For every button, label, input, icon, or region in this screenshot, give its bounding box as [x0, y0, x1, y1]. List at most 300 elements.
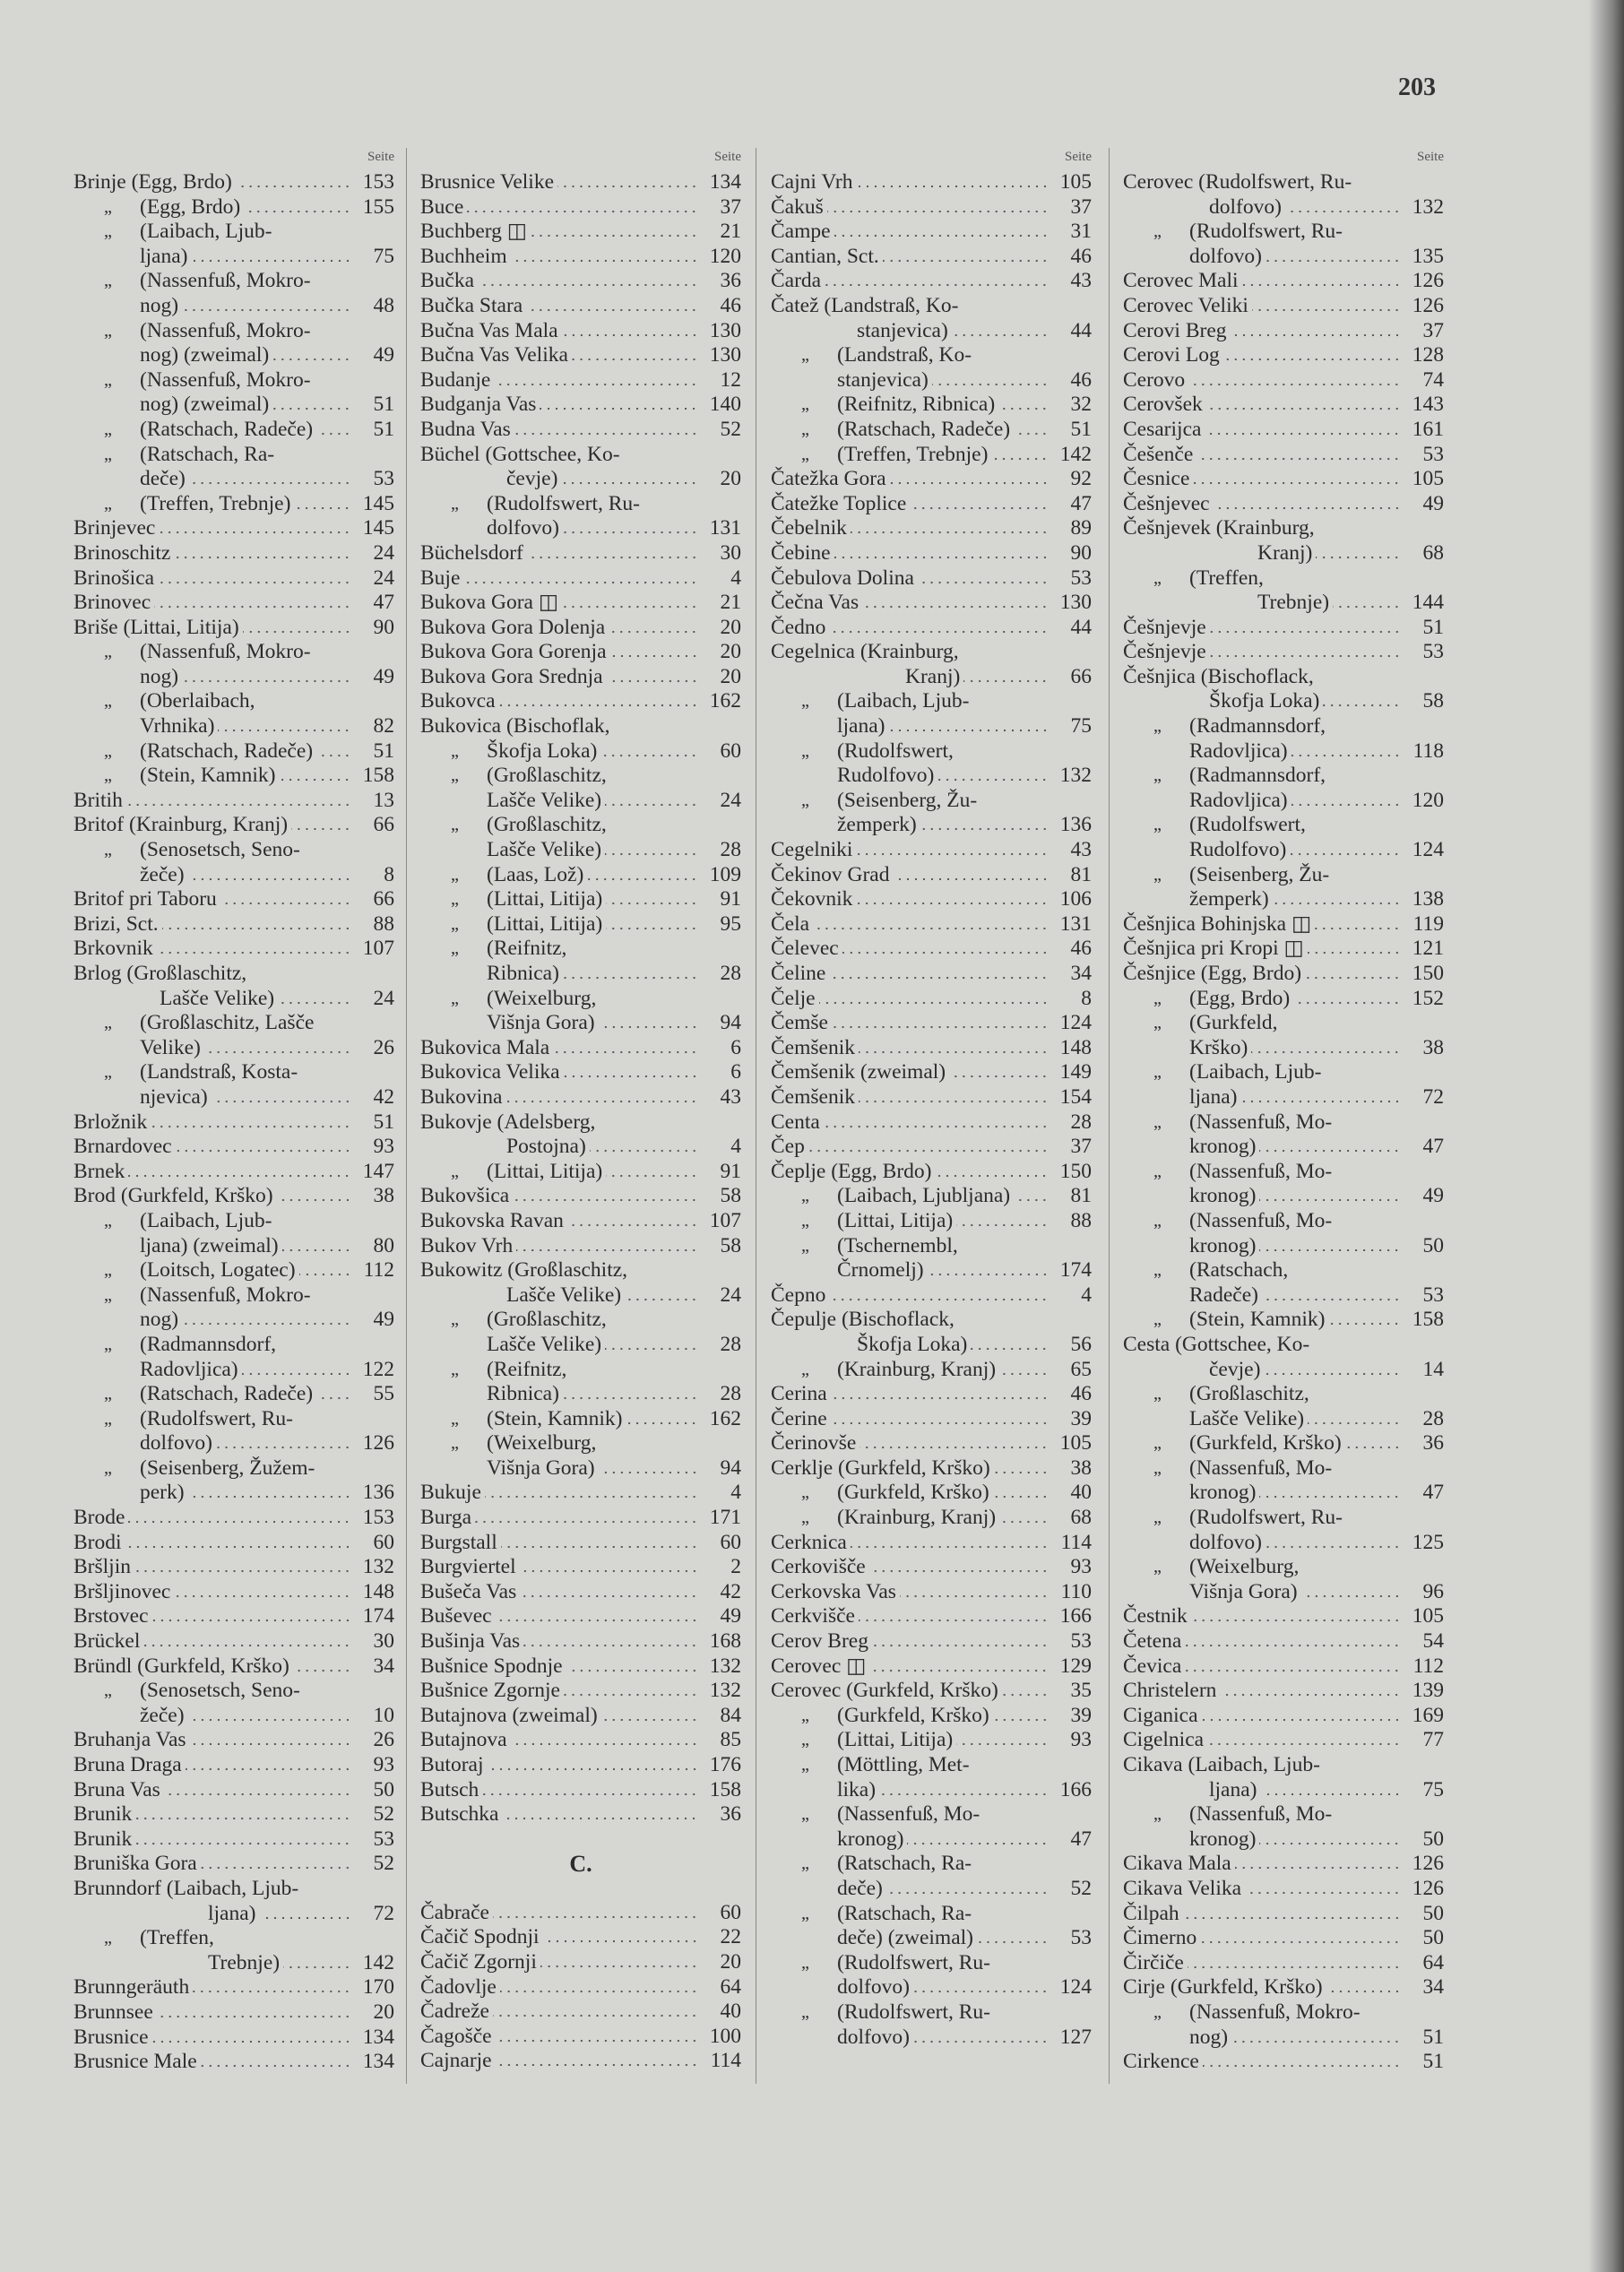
index-entry [420, 1184, 741, 1209]
dot-leader [1324, 1767, 1401, 1771]
page-ref: 51 [1422, 615, 1444, 639]
index-entry [73, 937, 394, 962]
index-entry-continuation [420, 467, 741, 492]
page-ref: 21 [720, 591, 741, 615]
dot-leader [913, 1990, 1049, 1993]
dot-leader [1188, 383, 1401, 386]
page-ref: 20 [720, 1949, 741, 1974]
dot-leader [1355, 185, 1401, 188]
dot-leader [304, 852, 351, 856]
place-name: (Laibach, Ljub- [837, 689, 970, 713]
page-ref: 176 [709, 1753, 741, 1776]
dot-leader [1259, 1198, 1401, 1202]
place-name: kronog) [1189, 1481, 1257, 1505]
place-name: Burga [420, 1506, 472, 1530]
page-ref: 136 [362, 1481, 394, 1505]
place-name: dolfovo) [1189, 1530, 1262, 1554]
dot-leader [827, 210, 1049, 213]
index-entry [73, 1555, 394, 1580]
dot-leader [151, 1125, 351, 1128]
index-entry [1123, 912, 1444, 937]
ditto-mark: „ [801, 1359, 809, 1379]
index-entry-continuation [771, 1877, 1092, 1902]
page-ref: 34 [1422, 1975, 1444, 2000]
dot-leader [174, 556, 351, 559]
place-name: Bruna Vas [73, 1777, 160, 1801]
page-ref: 121 [1412, 937, 1444, 961]
index-entry [420, 640, 741, 665]
page-ref: 52 [373, 1802, 394, 1827]
index-entry-continuation [771, 1926, 1092, 1951]
index-entry [1123, 1951, 1444, 1976]
dot-leader [164, 1793, 351, 1796]
dot-leader [975, 1866, 1049, 1870]
page-ref: 21 [720, 220, 741, 244]
index-sub-entry [771, 1753, 1092, 1778]
page-ref: 166 [1059, 1777, 1092, 1801]
index-entry [420, 689, 741, 714]
dot-leader [962, 1248, 1049, 1252]
dot-leader [886, 1891, 1049, 1895]
dot-leader [562, 333, 698, 337]
page-ref: 95 [720, 911, 741, 936]
place-name: (Großlaschitz, [487, 813, 607, 837]
ditto-mark: „ [801, 1235, 809, 1256]
place-name: Češnjica (Bischoflack, [1123, 664, 1314, 688]
dot-leader [260, 1916, 352, 1920]
place-name: Kranj) [905, 664, 961, 688]
index-entry [73, 1877, 394, 1902]
index-entry [73, 1753, 394, 1778]
dot-leader [813, 927, 1049, 930]
index-entry [771, 467, 1092, 492]
index-entry-continuation [1123, 245, 1444, 270]
index-sub-entry [771, 1358, 1092, 1383]
index-sub-entry [771, 443, 1092, 468]
index-entry [420, 1580, 741, 1605]
index-entry [771, 566, 1092, 592]
dot-leader [1329, 729, 1401, 732]
dot-leader [567, 1223, 698, 1227]
dot-leader [1291, 803, 1401, 807]
place-name: (Radmannsdorf, [140, 1332, 277, 1356]
index-entry [420, 1753, 741, 1778]
index-entry [420, 1209, 741, 1234]
dot-leader [963, 679, 1049, 683]
page-ref: 126 [362, 1431, 394, 1456]
index-entry-continuation [73, 987, 394, 1012]
dot-leader [994, 1471, 1049, 1474]
page-ref: 47 [1422, 1135, 1444, 1159]
index-entry-continuation [1123, 1085, 1444, 1110]
place-name: Čelevec [771, 937, 839, 961]
page-ref: 53 [1422, 1283, 1444, 1307]
dot-leader [1309, 827, 1401, 831]
index-entry [73, 1135, 394, 1160]
page-ref: 140 [709, 393, 741, 417]
ditto-mark: „ [104, 320, 112, 341]
page-ref: 135 [1412, 244, 1444, 268]
page-ref: 122 [362, 1357, 394, 1381]
page-ref: 119 [1412, 911, 1444, 936]
page-ref: 134 [709, 170, 741, 194]
index-entry-continuation [420, 962, 741, 987]
index-entry [771, 1382, 1092, 1407]
page-ref: 48 [373, 293, 394, 317]
place-name: žeče) [140, 1703, 185, 1727]
page-ref: 96 [1422, 1579, 1444, 1603]
page-ref: 10 [373, 1703, 394, 1727]
dot-leader [315, 283, 351, 287]
place-name: (Laibach, Ljubljana) [837, 1184, 1011, 1208]
place-name: Cigelnica [1123, 1728, 1205, 1752]
index-sub-entry [73, 640, 394, 665]
page-ref: 126 [1412, 1852, 1444, 1876]
place-name: (Laibach, Ljub- [1189, 1060, 1322, 1084]
index-entry-continuation [771, 2026, 1092, 2051]
index-entry-continuation [73, 665, 394, 690]
place-name: Čadovlje [420, 1974, 497, 1999]
place-name: Čebine [771, 540, 831, 565]
index-entry [771, 912, 1092, 937]
place-name: Čečna Vas [771, 591, 860, 615]
page-ref: 12 [720, 367, 741, 392]
place-name: (Laibach, Ljub- [140, 220, 272, 244]
place-name: Velike) [140, 1035, 201, 1059]
ditto-mark: „ [801, 740, 809, 761]
dot-leader [869, 1569, 1049, 1573]
page-ref: 125 [1412, 1530, 1444, 1554]
dot-leader [883, 259, 1049, 263]
index-sub-entry [73, 1333, 394, 1358]
dot-leader [485, 1495, 698, 1499]
place-name: (Nassenfuß, Mo- [1189, 1159, 1333, 1183]
page-ref: 51 [1422, 2025, 1444, 2049]
ditto-mark: „ [801, 444, 809, 464]
dot-leader [999, 1372, 1049, 1376]
index-entry [771, 1110, 1092, 1136]
place-name: Česnice [1123, 467, 1190, 491]
dot-leader [526, 308, 698, 312]
place-name: (Nassenfuß, Mo- [1189, 1802, 1333, 1827]
index-entry-continuation [1123, 1481, 1444, 1506]
index-entry-continuation [1123, 1407, 1444, 1432]
dot-leader [1214, 506, 1401, 510]
index-entry-continuation [73, 294, 394, 319]
place-name: (Radmannsdorf, [1189, 764, 1326, 788]
dot-leader [1317, 679, 1401, 683]
dot-leader [1329, 778, 1401, 782]
page-ref: 49 [1422, 491, 1444, 515]
page-ref: 132 [709, 1679, 741, 1703]
place-name: Brizi, Sct. [73, 911, 159, 936]
dot-leader [1308, 951, 1401, 955]
place-name: Butajnova (zweimal) [420, 1703, 598, 1727]
page-ref: 60 [720, 739, 741, 763]
place-name: Cerovšek [1123, 393, 1203, 417]
index-sub-entry [771, 2000, 1092, 2026]
index-entry [73, 1160, 394, 1185]
place-name: (Stein, Kamnik) [1189, 1308, 1326, 1332]
dot-leader [973, 1767, 1049, 1771]
page-ref: 24 [373, 566, 394, 590]
dot-leader [570, 951, 698, 955]
dot-leader [894, 877, 1050, 881]
dot-leader [1245, 1891, 1401, 1895]
place-name: (Nassenfuß, Mo- [1189, 1456, 1333, 1480]
place-name: Čestnik [1123, 1604, 1188, 1628]
place-name: Čilpah [1123, 1901, 1179, 1925]
place-name: ljana) [837, 714, 885, 739]
place-name: Brode [73, 1506, 125, 1530]
dot-leader [1302, 1569, 1401, 1573]
place-name: Bukovica (Bischoflak, [420, 714, 610, 739]
place-name: žemperk) [837, 813, 917, 837]
page-ref: 32 [1070, 393, 1092, 417]
dot-leader [913, 2040, 1049, 2043]
index-entry [1123, 1654, 1444, 1680]
page-ref: 60 [720, 1530, 741, 1554]
dot-leader [540, 407, 698, 410]
index-sub-entry [420, 739, 741, 765]
place-name: (Laibach, Ljub- [140, 1208, 272, 1232]
page-ref: 28 [1070, 1110, 1092, 1134]
index-entry [1123, 418, 1444, 443]
dot-leader [1282, 1025, 1401, 1029]
page-ref: 88 [1070, 1208, 1092, 1232]
dot-leader [599, 1125, 698, 1128]
dot-leader [543, 1939, 699, 1943]
place-name: Brlog (Großlaschitz, [73, 962, 247, 985]
page-ref: 20 [720, 640, 741, 664]
ditto-mark: „ [104, 1013, 112, 1033]
dot-leader [563, 976, 698, 980]
ditto-mark: „ [801, 1853, 809, 1874]
index-entry-continuation [73, 467, 394, 492]
dot-leader [188, 1495, 351, 1499]
page-ref: 4 [1081, 1283, 1092, 1307]
page-ref: 91 [720, 887, 741, 911]
index-sub-entry [420, 1308, 741, 1333]
place-name: Čedno [771, 615, 826, 639]
page-ref: 138 [1412, 887, 1444, 911]
dot-leader [494, 383, 698, 386]
index-entry [771, 863, 1092, 888]
ditto-mark: „ [451, 1161, 459, 1181]
place-name: dolfovo) [1189, 244, 1262, 268]
dot-leader [272, 407, 351, 410]
index-sub-entry [1123, 813, 1444, 838]
dot-leader [188, 877, 351, 881]
place-name: Brückel [73, 1629, 141, 1654]
page-ref: 51 [373, 1110, 394, 1134]
place-name: (Gurkfeld, Krško) [837, 1703, 989, 1727]
page-ref: 37 [720, 194, 741, 219]
index-entry-continuation [73, 1234, 394, 1259]
place-name: Cesta (Gottschee, Ko- [1123, 1332, 1310, 1356]
page-ref: 51 [373, 417, 394, 441]
dot-leader [1333, 877, 1401, 881]
page-ref: 162 [709, 689, 741, 713]
place-name: Brložnik [73, 1110, 148, 1134]
index-sub-entry [1123, 220, 1444, 245]
index-entry [771, 1629, 1092, 1654]
index-entry [420, 591, 741, 616]
page-ref: 60 [373, 1530, 394, 1554]
place-name: (Rudolfswert, Ru- [487, 491, 641, 515]
index-entry [420, 566, 741, 592]
index-entry-continuation [1123, 1135, 1444, 1160]
index-sub-entry [771, 343, 1092, 368]
place-name: Cikava Mala [1123, 1852, 1231, 1876]
dot-leader [605, 852, 698, 856]
dot-leader [478, 283, 698, 287]
index-entry [1123, 319, 1444, 344]
index-entry-continuation [73, 1308, 394, 1333]
column-header-seite: Seite [1417, 150, 1444, 164]
index-sub-entry [73, 1283, 394, 1309]
index-entry [1123, 962, 1444, 987]
dot-leader [1223, 358, 1401, 361]
place-name: (Gurkfeld, Krško) [1189, 1431, 1342, 1456]
index-entry [73, 1654, 394, 1680]
index-entry-continuation [73, 1481, 394, 1506]
page-ref: 46 [1070, 244, 1092, 268]
dot-leader [1346, 1520, 1401, 1524]
index-entry [420, 1110, 741, 1136]
index-entry [420, 343, 741, 368]
page-ref: 49 [1422, 1184, 1444, 1208]
index-entry [73, 1852, 394, 1877]
index-entry [1123, 1704, 1444, 1729]
ditto-mark: „ [1153, 1260, 1162, 1281]
dot-leader [920, 827, 1049, 831]
place-name: Čeline [771, 962, 826, 985]
index-entry [420, 1901, 741, 1926]
place-name: Cerkvišče [771, 1604, 855, 1628]
place-name: Cegelniki [771, 838, 853, 862]
index-entry [73, 813, 394, 838]
place-name: Britih [73, 788, 123, 812]
index-entry [1123, 1753, 1444, 1778]
dot-leader [242, 1372, 351, 1376]
index-sub-entry [1123, 1110, 1444, 1136]
dot-leader [193, 1990, 351, 1993]
ditto-mark: „ [451, 740, 459, 761]
dot-leader [278, 1001, 351, 1005]
page-ref: 46 [1070, 937, 1092, 961]
index-entry [771, 1036, 1092, 1061]
ditto-mark: „ [1153, 716, 1162, 737]
page-ref: 88 [373, 911, 394, 936]
place-name: Cerovi Log [1123, 343, 1220, 367]
place-name: Bučka Stara [420, 293, 523, 317]
page-ref: 148 [362, 1579, 394, 1603]
place-name: (Treffen, Trebnje) [837, 442, 989, 466]
dot-leader [610, 1322, 698, 1326]
index-entry [420, 1604, 741, 1629]
place-name: Čarda [771, 269, 822, 293]
index-entry [73, 1728, 394, 1753]
page-ref: 38 [1070, 1456, 1092, 1480]
place-name: Cerovec (Rudolfswert, Ru- [1123, 170, 1352, 194]
place-name: (Nassenfuß, Mokro- [140, 1283, 311, 1307]
index-sub-entry [420, 1358, 741, 1383]
place-name: Čekinov Grad [771, 862, 890, 886]
place-name: Lašče Velike) [487, 788, 602, 812]
dot-leader [182, 679, 351, 683]
place-name: (Rudolfswert, [837, 739, 954, 763]
ditto-mark: „ [1153, 864, 1162, 885]
dot-leader [244, 210, 351, 213]
place-name: (Stein, Kamnik) [487, 1406, 623, 1430]
ditto-mark: „ [451, 1408, 459, 1429]
dot-leader [1207, 1742, 1401, 1746]
place-name: Radovljica) [140, 1357, 238, 1381]
place-name: (Nassenfuß, Mokro- [1189, 2000, 1361, 2024]
dot-leader [1345, 1446, 1401, 1449]
index-entry [771, 492, 1092, 517]
page-ref: 20 [373, 2000, 394, 2024]
index-entry [420, 1802, 741, 1827]
place-name: ljana) [1189, 1084, 1238, 1109]
index-sub-entry [73, 319, 394, 344]
dot-leader [297, 1421, 351, 1425]
page-ref: 130 [709, 343, 741, 367]
index-sub-entry [1123, 1011, 1444, 1036]
dot-leader [857, 185, 1050, 188]
dot-leader [832, 1025, 1049, 1029]
index-entry [73, 1802, 394, 1827]
page-ref: 49 [720, 1604, 741, 1628]
dot-leader [212, 1100, 351, 1103]
dot-leader [993, 1495, 1049, 1499]
dot-leader [932, 383, 1049, 386]
index-entry [1123, 1975, 1444, 2000]
index-entry-continuation [1123, 591, 1444, 616]
dot-leader [644, 506, 698, 510]
dot-leader [1231, 2040, 1401, 2043]
page-ref: 174 [362, 1604, 394, 1628]
place-name: Lašče Velike) [1189, 1406, 1305, 1430]
place-name: perk) [140, 1481, 185, 1505]
ditto-mark: „ [801, 1730, 809, 1750]
dot-leader [862, 605, 1049, 609]
dot-leader [819, 1001, 1049, 1005]
place-name: Brnardovec [73, 1135, 172, 1159]
index-entry [420, 1036, 741, 1061]
dot-leader [859, 1619, 1049, 1622]
place-name: deče) [140, 467, 186, 491]
dot-leader [949, 1075, 1049, 1078]
ditto-mark: „ [104, 1928, 112, 1948]
page-ref: 53 [1422, 442, 1444, 466]
ditto-mark: „ [1153, 765, 1162, 786]
index-entry-continuation [1123, 1358, 1444, 1383]
page-ref: 24 [720, 1283, 741, 1307]
index-entry [771, 591, 1092, 616]
dot-leader [182, 308, 351, 312]
dot-leader [125, 1545, 351, 1549]
place-name: Brunndorf (Laibach, Ljub- [73, 1876, 299, 1900]
dot-leader [869, 1669, 1049, 1672]
dot-leader [1267, 581, 1401, 584]
page-ref: 120 [1412, 788, 1444, 812]
dot-leader [587, 877, 698, 881]
place-name: Bukovska Ravan [420, 1208, 564, 1232]
index-entry [73, 1531, 394, 1556]
index-sub-entry [1123, 1555, 1444, 1580]
